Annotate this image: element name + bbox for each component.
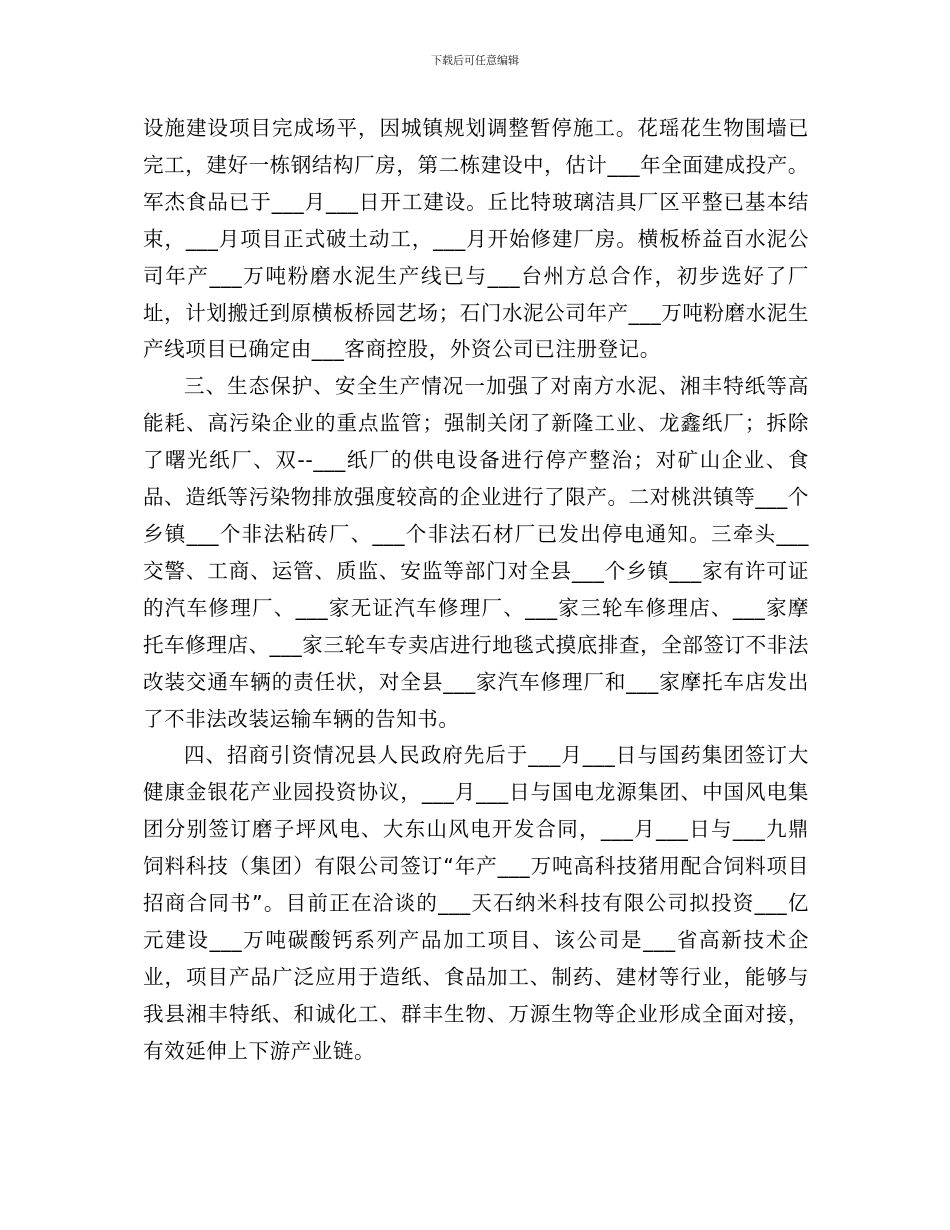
document-body [143, 110, 809, 1070]
paragraph-ecology-safety: 三、生态保护、安全生产情况一加强了对南方水泥、湘丰特纸等高能耗、高污染企业的重点监管；强制关闭了新隆工业、龙鑫纸厂；拆除了曙光纸厂、双--___纸厂的供电设备进行停产整治；对矿山企业、食品、造纸等污染物排放强度较高的企业进行了限产。二对桃洪镇等___个乡镇___个非法粘砖厂、___个非法石材厂已发出停电通知。三牵头___交警、工商、运管、质监、安监等部门对全县___个乡镇___家有许可证的汽车修理厂、___家无证汽车修理厂、___家三轮车修理店、___家摩托车修理店、___家三轮车专卖店进行地毯式摸底排查，全部签订不非法改装交通车辆的责任状，对全县___家汽车修理厂和___家摩托车店发出了不非法改装运输车辆的告知书。 [143, 374, 809, 731]
paragraph-investment: 四、招商引资情况县人民政府先后于___月___日与国药集团签订大健康金银花产业园投资协议，___月___日与国电龙源集团、中国风电集团分别签订磨子坪风电、大东山风电开发合同，___月___日与___九鼎饲料科技（集团）有限公司签订“年产___万吨高科技猪用配合饲料项目招商合同书”。目前正在洽谈的___天石纳米科技有限公司拟投资___亿元建设___万吨碳酸钙系列产品加工项目、该公司是___省高新技术企业，项目产品广泛应用于造纸、食品加工、制药、建材等行业，能够与我县湘丰特纸、和诚化工、群丰生物、万源生物等企业形成全面对接，有效延伸上下游产业链。 [143, 743, 809, 1063]
page-header: 下载后可任意编辑 [431, 54, 519, 67]
paragraph-continuation: 设施建设项目完成场平，因城镇规划调整暂停施工。花瑶花生物围墙已完工，建好一栋钢结构厂房，第二栋建设中，估计___年全面建成投产。军杰食品已于___月___日开工建设。丘比特玻璃洁具厂区平整已基本结束，___月项目正式破土动工，___月开始修建厂房。横板桥益百水泥公司年产___万吨粉磨水泥生产线已与___台州方总合作，初步选好了厂址，计划搬迁到原横板桥园艺场；石门水泥公司年产___万吨粉磨水泥生产线项目已确定由___客商控股，外资公司已注册登记。 [143, 116, 809, 362]
